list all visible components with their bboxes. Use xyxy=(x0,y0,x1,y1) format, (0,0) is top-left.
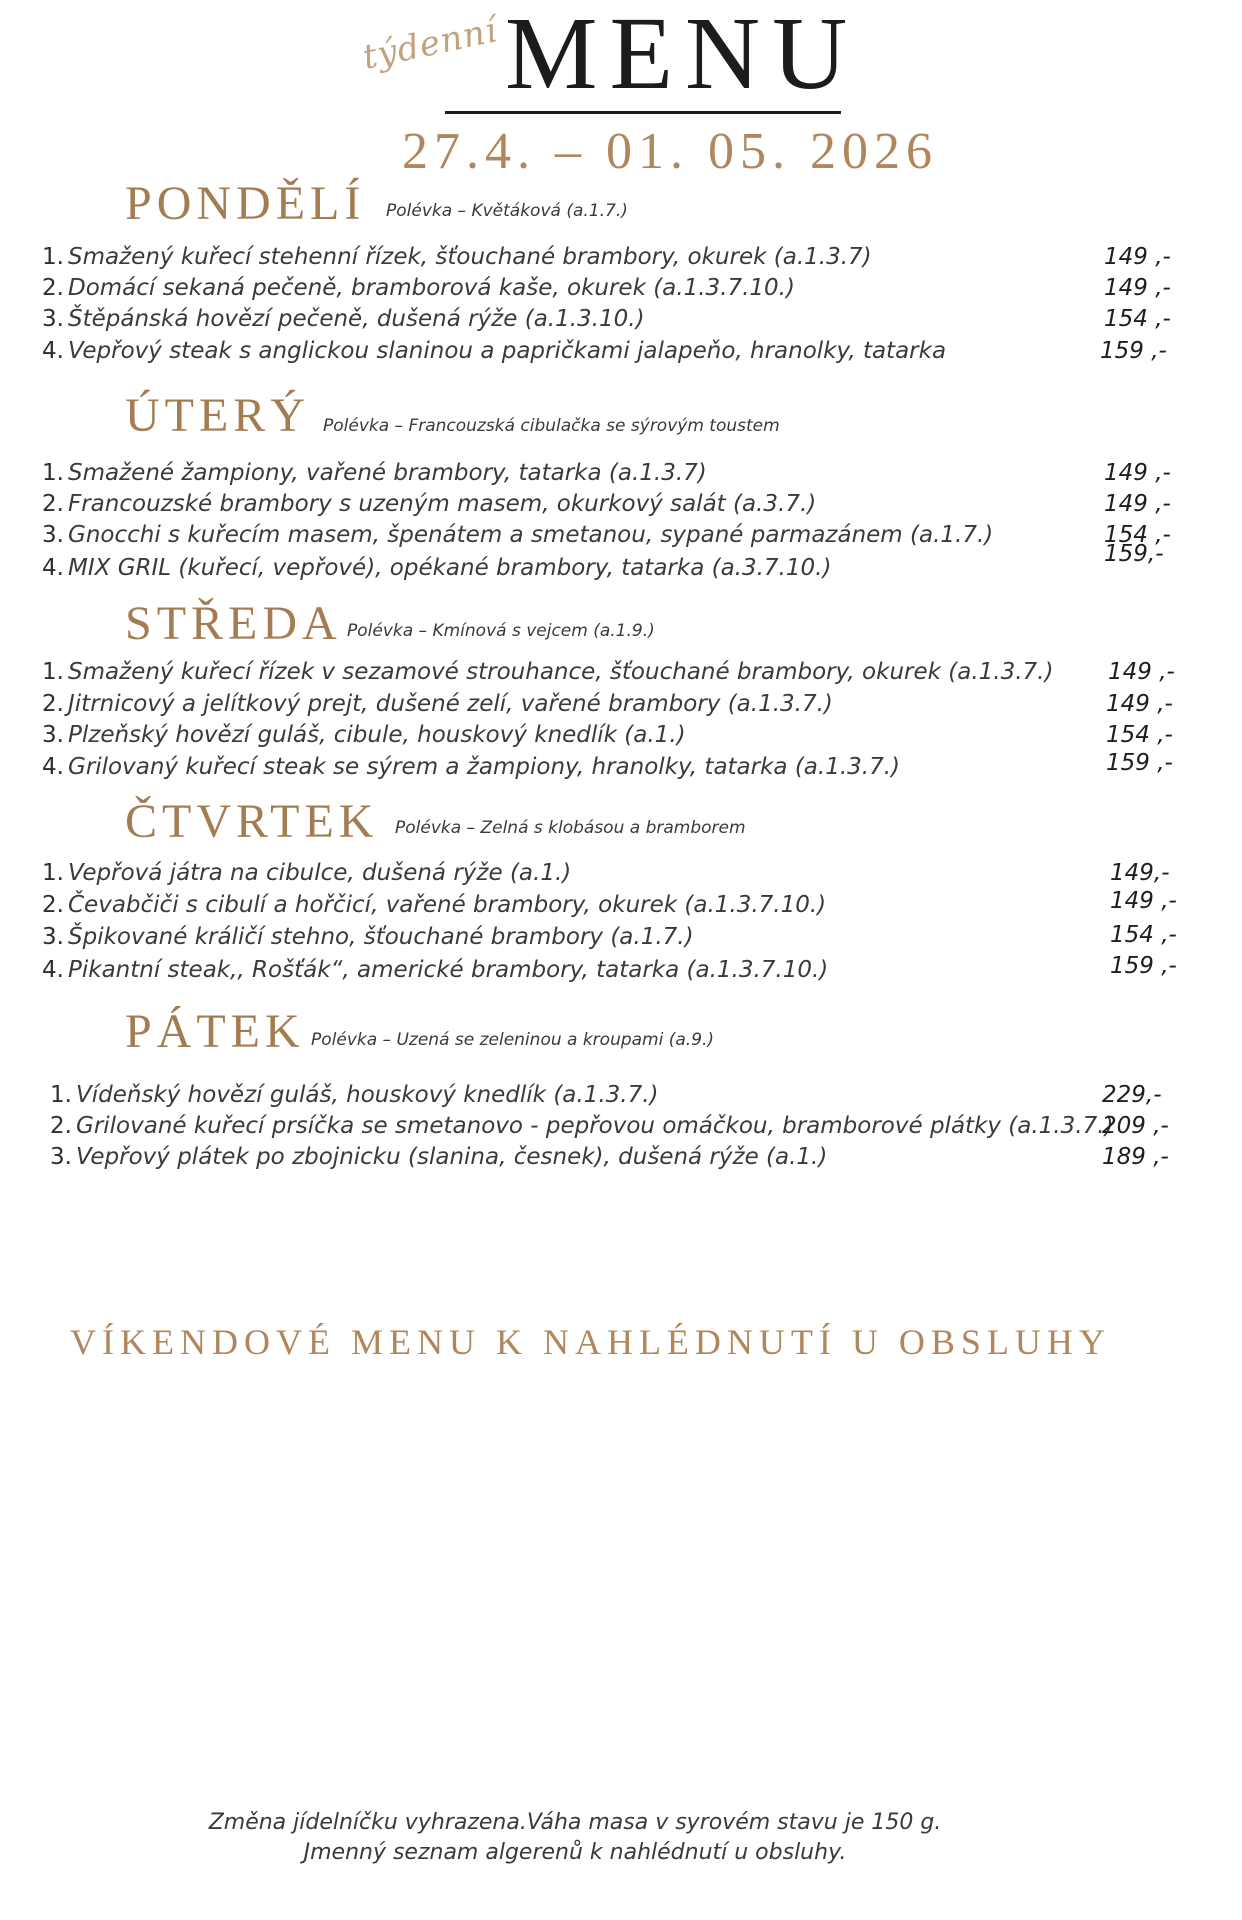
menu-item xyxy=(42,953,1177,985)
menu-item xyxy=(50,1111,1180,1141)
item-number: 3. xyxy=(42,306,64,332)
soup-monday: Polévka – Květáková (a.1.7.) xyxy=(386,201,628,221)
item-price: 154 ,- xyxy=(1106,722,1173,748)
soup-friday: Polévka – Uzená se zeleninou a kroupami (a.9.) xyxy=(311,1030,715,1050)
soup-tuesday: Polévka – Francouzská cibulačka se sýrovým toustem xyxy=(323,416,780,436)
item-price: 189 ,- xyxy=(1102,1144,1169,1170)
item-number: 4. xyxy=(42,957,64,983)
item-dish: Gnocchi s kuřecím masem, špenátem a smetanou, sypané parmazánem (a.1.7.) xyxy=(68,522,994,548)
item-number: 4. xyxy=(42,754,64,780)
item-dish: Francouzské brambory s uzeným masem, okurkový salát (a.3.7.) xyxy=(68,491,817,517)
item-price: 149,- xyxy=(1110,860,1170,886)
item-price: 159 ,- xyxy=(1110,953,1177,979)
menu-item xyxy=(42,541,1172,583)
item-price: 154 ,- xyxy=(1104,306,1171,332)
item-price: 149 ,- xyxy=(1106,691,1173,717)
item-number: 3. xyxy=(50,1144,72,1170)
item-dish: Vepřový steak s anglickou slaninou a papričkami jalapeňo, hranolky, tatarka xyxy=(68,338,947,364)
menu-item xyxy=(42,304,1172,334)
soup-wednesday: Polévka – Kmínová s vejcem (a.1.9.) xyxy=(347,621,655,641)
weekend-menu-note: VÍKENDOVÉ MENU K NAHLÉDNUTÍ U OBSLUHY xyxy=(70,1322,1111,1362)
item-dish: Smažený kuřecí řízek v sezamové strouhance, šťouchané brambory, okurek (a.1.3.7.) xyxy=(68,659,1054,685)
item-number: 1. xyxy=(42,460,64,486)
item-dish: Domácí sekaná pečeně, bramborová kaše, okurek (a.1.3.7.10.) xyxy=(68,275,795,301)
soup-thursday: Polévka – Zelná s klobásou a bramborem xyxy=(395,818,746,838)
day-heading-friday: PÁTEK xyxy=(125,1005,305,1058)
item-price: 154 ,- xyxy=(1104,522,1171,548)
item-dish: Špikované králičí stehno, šťouchané brambory (a.1.7.) xyxy=(68,924,694,950)
item-number: 1. xyxy=(42,860,64,886)
menu-item xyxy=(42,888,1177,920)
day-heading-wednesday: STŘEDA xyxy=(125,597,342,650)
item-number: 4. xyxy=(42,555,64,581)
item-price: 149 ,- xyxy=(1104,275,1171,301)
item-dish: Čevabčiči s cibulí a hořčicí, vařené brambory, okurek (a.1.3.7.10.) xyxy=(68,892,827,918)
item-price: 149 ,- xyxy=(1110,888,1177,914)
item-price: 159 ,- xyxy=(1100,338,1167,364)
item-number: 3. xyxy=(42,924,64,950)
item-price: 159 ,- xyxy=(1106,750,1173,776)
item-number: 3. xyxy=(42,722,64,748)
item-dish: Jitrnicový a jelítkový prejt, dušené zelí, vařené brambory (a.1.3.7.) xyxy=(68,691,833,717)
item-number: 2. xyxy=(42,892,64,918)
footer-note-2: Jmenný seznam algerenů k nahlédnutí u obsluhy. xyxy=(303,1840,847,1865)
item-number: 1. xyxy=(50,1082,72,1108)
item-number: 2. xyxy=(50,1113,72,1139)
menu-item xyxy=(42,273,1172,303)
item-dish: Grilovaný kuřecí steak se sýrem a žampiony, hranolky, tatarka (a.1.3.7.) xyxy=(68,754,901,780)
item-number: 4. xyxy=(42,338,64,364)
item-dish: Grilované kuřecí prsíčka se smetanovo - pepřovou omáčkou, bramborové plátky (a.1.3.7.) xyxy=(76,1113,1114,1139)
item-price: 209 ,- xyxy=(1102,1113,1169,1139)
item-number: 3. xyxy=(42,522,64,548)
menu-item xyxy=(50,1142,1180,1172)
item-price: 149 ,- xyxy=(1104,491,1171,517)
menu-item xyxy=(42,752,1172,782)
menu-title: MENU xyxy=(505,0,860,111)
item-price: 229,- xyxy=(1102,1082,1162,1108)
day-heading-monday: PONDĚLÍ xyxy=(125,177,366,230)
item-price: 149 ,- xyxy=(1104,244,1171,270)
menu-item xyxy=(42,336,1172,366)
item-dish: Smažený kuřecí stehenní řízek, šťouchané brambory, okurek (a.1.3.7) xyxy=(68,244,872,270)
item-dish: Vepřová játra na cibulce, dušená rýže (a.1.) xyxy=(68,860,572,886)
item-dish: Vepřový plátek po zbojnicku (slanina, česnek), dušená rýže (a.1.) xyxy=(76,1144,828,1170)
day-heading-tuesday: ÚTERÝ xyxy=(125,389,310,442)
menu-item xyxy=(42,657,1175,687)
menu-item xyxy=(42,720,1172,750)
menu-item xyxy=(42,922,1177,952)
item-price: 159,- xyxy=(1104,541,1164,567)
item-dish: MIX GRIL (kuřecí, vepřové), opékané brambory, tatarka (a.3.7.10.) xyxy=(68,555,832,581)
item-number: 2. xyxy=(42,691,64,717)
weekly-script-label: týdenní xyxy=(359,10,502,78)
item-dish: Smažené žampiony, vařené brambory, tatarka (a.1.3.7) xyxy=(68,460,707,486)
item-number: 2. xyxy=(42,275,64,301)
item-dish: Vídeňský hovězí guláš, houskový knedlík (a.1.3.7.) xyxy=(76,1082,659,1108)
item-number: 1. xyxy=(42,659,64,685)
menu-item xyxy=(42,489,1172,519)
item-price: 154 ,- xyxy=(1110,922,1177,948)
menu-item xyxy=(42,242,1172,272)
item-dish: Štěpánská hovězí pečeně, dušená rýže (a.1.3.10.) xyxy=(68,306,645,332)
item-price: 149 ,- xyxy=(1104,460,1171,486)
date-range: 27.4. – 01. 05. 2026 xyxy=(402,123,938,180)
item-dish: Plzeňský hovězí guláš, cibule, houskový knedlík (a.1.) xyxy=(68,722,686,748)
menu-item xyxy=(42,689,1172,719)
item-dish: Pikantní steak,, Rošťák“, americké brambory, tatarka (a.1.3.7.10.) xyxy=(68,957,829,983)
title-underline xyxy=(445,111,841,114)
item-number: 1. xyxy=(42,244,64,270)
menu-item xyxy=(42,858,1172,888)
day-heading-thursday: ČTVRTEK xyxy=(125,795,379,848)
item-price: 149 ,- xyxy=(1108,659,1175,685)
menu-item xyxy=(42,520,1172,550)
footer-note-1: Změna jídelníčku vyhrazena.Váha masa v syrovém stavu je 150 g. xyxy=(208,1810,942,1835)
menu-item xyxy=(50,1080,1180,1110)
item-number: 2. xyxy=(42,491,64,517)
menu-item xyxy=(42,458,1172,488)
